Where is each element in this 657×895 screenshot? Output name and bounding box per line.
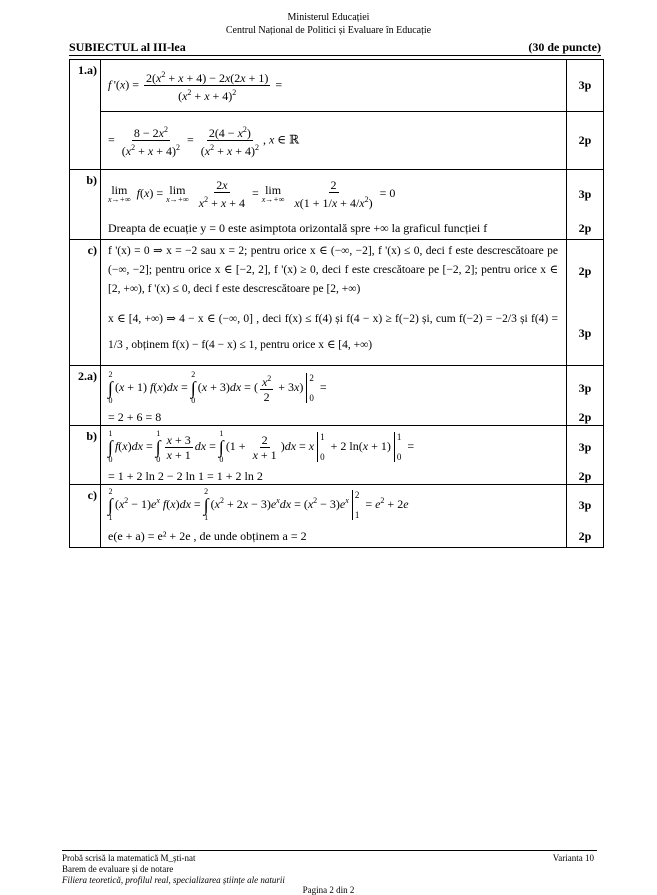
grading-table xyxy=(69,59,604,548)
monotonicity-statement: f '(x) = 0 ⇒ x = −2 sau x = 2; pentru orice x ∈ (−∞, −2], f '(x) ≤ 0, deci f este descrescătoare pe (−∞, −2]; pentru orice x ∈ [−2, 2], f '(x) ≥ 0, deci f este crescătoare pe [−2, 2]; pentru orice x ∈ [2, +∞), f '(x) ≤ 0, deci f este descrescătoare pe [2, +∞) xyxy=(108,245,558,295)
row-label: c) xyxy=(70,485,101,548)
points-value: 2p xyxy=(567,111,603,169)
points-value: 2p xyxy=(578,263,592,278)
footer-barem: Barem de evaluare și de notare xyxy=(62,864,174,874)
subject-points: (30 de puncte) xyxy=(528,40,601,54)
row-label: 2.a) xyxy=(70,366,101,426)
points-value: 3p xyxy=(578,380,592,395)
ministry-header: Ministerul Educației xyxy=(287,12,370,23)
integral-result: = 2 + 6 = 8 xyxy=(108,410,162,424)
row-body xyxy=(101,485,567,548)
row-points xyxy=(567,485,604,548)
formula-render: = $\frac{8 - 2x^2}{(x^2 + x + 4)^2}$ = $\frac{2(4 - x^2)}{(x^2 + x + 4)^2}$ , x ∈ ℝ xyxy=(108,124,300,158)
row-label: c) xyxy=(70,240,101,366)
row-1a-line-2 xyxy=(101,111,566,168)
points-value: 2p xyxy=(578,221,592,235)
asymptote-statement: Dreapta de ecuație y = 0 este asimptota orizontală spre +∞ la graficul funcției f xyxy=(108,221,488,235)
points-value: 2p xyxy=(578,528,592,543)
row-1b-line-2 xyxy=(101,218,566,239)
formula-render: 2 ∫ 1 $(x^2 - 1)e^x$ f(x)dx = 2 ∫ 1 $(x^2 + 2x - 3)e^xdx = (x^2 - 3)e^x$ 2 1 = $e^2 + 2e$ xyxy=(108,487,409,522)
row-1b-line-1 xyxy=(101,170,566,218)
points-value: 3p xyxy=(578,186,592,201)
row-1a-line-1 xyxy=(101,60,566,111)
footer-exam: Probă scrisă la matematică M_ști-nat xyxy=(62,853,196,863)
subject-divider xyxy=(69,55,601,56)
row-points xyxy=(567,60,604,170)
integral-result: = 1 + 2 ln 2 − 2 ln 1 = 1 + 2 ln 2 xyxy=(108,468,263,483)
row-body xyxy=(101,240,567,366)
row-2c-line-2 xyxy=(101,525,566,547)
subject-title: SUBIECTUL al III-lea xyxy=(69,40,186,54)
row-1a xyxy=(70,60,604,170)
row-2c xyxy=(70,485,604,548)
row-2a-line-2 xyxy=(101,410,566,425)
row-2b-line-2 xyxy=(101,468,566,484)
footer-divider xyxy=(62,850,597,851)
row-body xyxy=(101,426,567,485)
row-2c-line-1 xyxy=(101,485,566,525)
subject-title-bar xyxy=(69,40,601,54)
page-number: Pagina 2 din 2 xyxy=(302,885,355,895)
parameter-result: e(e + a) = e² + 2e , de unde obținem a = 2 xyxy=(108,528,307,543)
row-body xyxy=(101,170,567,240)
formula-render: lim x→+∞ f(x) = lim x→+∞ $\frac{2x}{x^2 + x + 4}$ = lim x→+∞ $\frac{2}{x(1 + 1/x + 4/x^2)}$ = 0 xyxy=(108,178,396,210)
row-points xyxy=(567,170,604,240)
row-body xyxy=(101,366,567,426)
row-1c xyxy=(70,240,604,366)
row-2b xyxy=(70,426,604,485)
row-points xyxy=(567,366,604,426)
row-2b-line-1 xyxy=(101,426,566,468)
center-header: Centrul Național de Politici și Evaluare în Educație xyxy=(225,25,432,36)
points-value: 3p xyxy=(578,78,592,92)
row-1b xyxy=(70,170,604,240)
points-value: 3p xyxy=(578,497,592,512)
formula-render: f '(x) = $\frac{2(x^2 + x + 4) - 2x(2x + 1)}{(x^2 + x + 4)^2}$ = xyxy=(108,70,283,103)
row-points xyxy=(567,240,604,366)
formula-render: 2 ∫ 0 (x + 1) f(x)dx = 2 ∫ 0 (x + 3)dx = ( $\frac{x^2}{2}$ + 3x) 2 0 = xyxy=(108,370,327,405)
points-value: 3p xyxy=(578,326,592,340)
footer-variant: Varianta 10 xyxy=(552,853,594,863)
footer-profile: Filiera teoretică, profilul real, specializarea științe ale naturii xyxy=(62,875,285,885)
formula-render: 1 ∫ 0 f(x)dx = 1 ∫ 0 $\frac{x + 3}{x + 1}$ dx = 1 ∫ 0 (1 + $\frac{2}{x + 1}$ )dx = x 1 0 + 2 ln(x + 1) 1 0 = xyxy=(108,429,415,464)
row-label: b) xyxy=(70,170,101,240)
row-label: 1.a) xyxy=(70,60,101,170)
points-value: 3p xyxy=(578,439,592,454)
points-value: 2p xyxy=(578,468,592,483)
row-2a xyxy=(70,366,604,426)
inequality-statement: x ∈ [4, +∞) ⇒ 4 − x ∈ (−∞, 0] , deci f(x) ≤ f(4) și f(4 − x) ≥ f(−2) și, cum f(−2) = −2/3 și f(4) = 1/3 , obținem f(x) − f(4 − x) ≤ 1, pentru orice x ∈ [4, +∞) xyxy=(108,313,558,351)
row-body xyxy=(101,60,567,170)
row-points xyxy=(567,426,604,485)
row-label: b) xyxy=(70,426,101,485)
row-2a-line-1 xyxy=(101,366,566,410)
points-value: 2p xyxy=(578,410,592,424)
